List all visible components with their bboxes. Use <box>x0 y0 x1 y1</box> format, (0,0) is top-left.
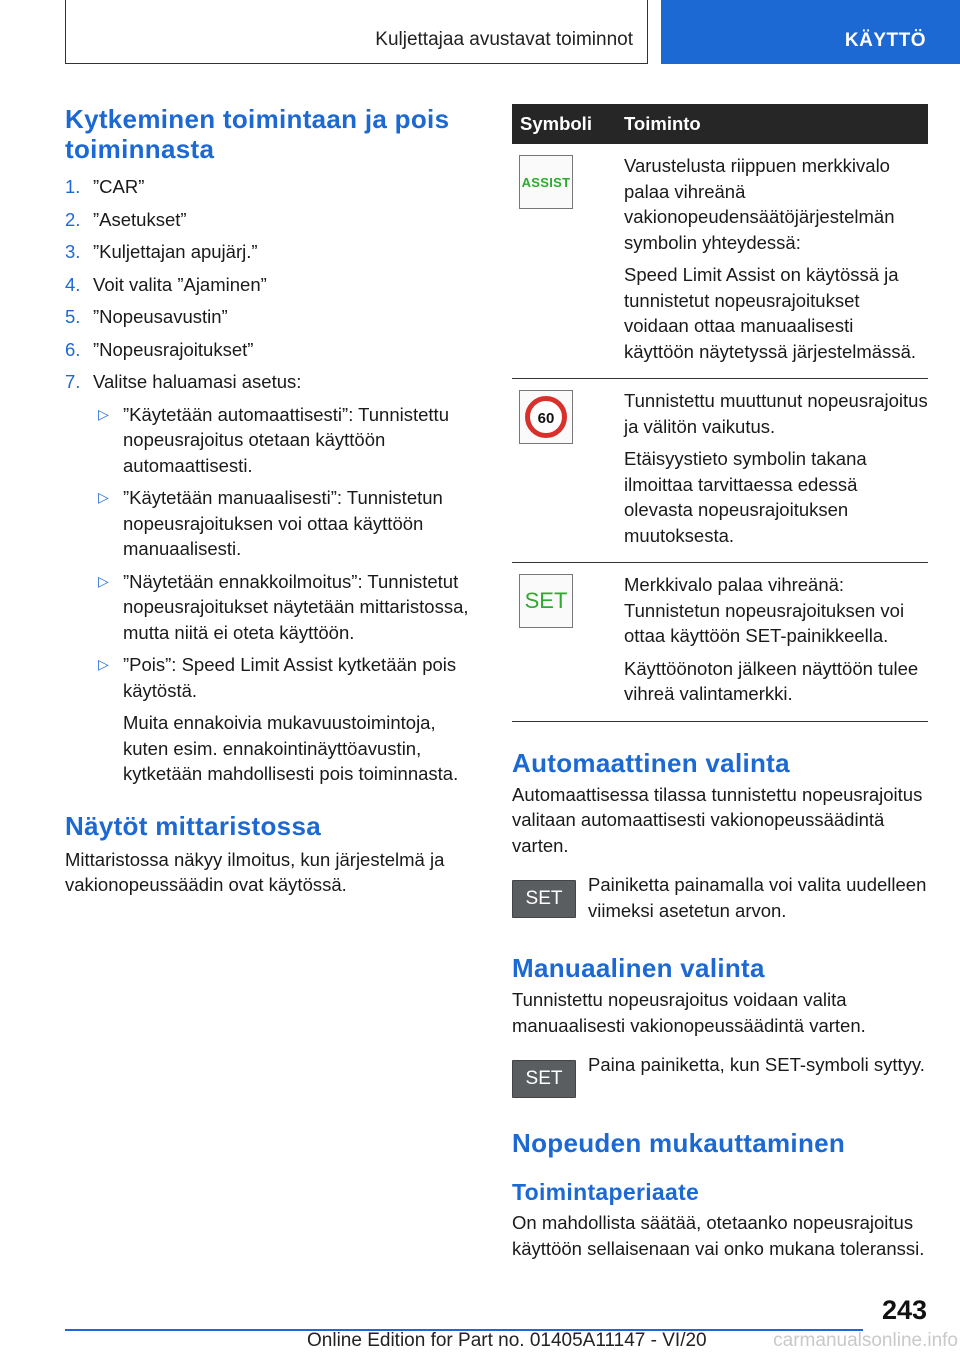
principle-paragraph: On mahdollista säätää, otetaanko nopeusrajoitus käyttöön sellaisenaan vai onko mukana toleranssi. <box>512 1212 925 1259</box>
steps-list <box>65 174 480 395</box>
heading-principle: Toimintaperiaate <box>512 1179 700 1205</box>
edition-text: Online Edition for Part no. 01405A11147 - VI/20 <box>307 1330 707 1351</box>
assist-symbol-text: ASSIST <box>521 174 571 190</box>
table-row <box>512 379 928 563</box>
header-chapter <box>661 0 960 64</box>
manual-key-row <box>512 1052 928 1098</box>
speed-limit-value: 60 <box>537 410 555 427</box>
set-button-icon: SET <box>512 880 576 918</box>
step-item <box>65 207 480 233</box>
table-header <box>512 104 928 144</box>
displays-paragraph: Mittaristossa näkyy ilmoitus, kun järjestelmä ja vakionopeussäädin ovat käytössä. <box>65 848 445 895</box>
automatic-key-row <box>512 872 928 923</box>
row-text: Käyttöönoton jälkeen näyttöön tulee vihreä valintamerkki. <box>624 657 919 704</box>
step-text: ”Nopeusrajoitukset” <box>93 338 254 360</box>
step-number: 1. <box>65 176 81 197</box>
option-item <box>93 402 480 479</box>
right-column <box>512 104 928 1261</box>
speed-limit-60-icon <box>519 390 573 444</box>
watermark-text: carmanualsonline.info <box>773 1330 958 1351</box>
manual-key-text: Paina painiketta, kun SET-symboli syttyy. <box>588 1054 925 1075</box>
row-text: Merkkivalo palaa vihreänä: Tunnistetun nopeusrajoituksen voi ottaa käyttöön SET-painikkeella. <box>624 574 905 646</box>
step-number: 7. <box>65 371 81 392</box>
step-item <box>65 337 480 363</box>
set-button-icon: SET <box>512 1060 576 1098</box>
left-column <box>65 104 480 898</box>
table-row <box>512 144 928 379</box>
step-text: ”CAR” <box>93 176 145 197</box>
step-number: 4. <box>65 273 81 295</box>
set-symbol-text: SET <box>524 588 568 613</box>
header-section <box>65 0 648 64</box>
col-function-header: Toiminto <box>624 113 701 134</box>
table-row <box>512 563 928 722</box>
step-item <box>65 304 480 330</box>
speed-limit-sign <box>525 396 567 438</box>
step-number: 6. <box>65 338 81 360</box>
triangle-bullet-icon: ▷ <box>98 489 109 505</box>
section-title: Kuljettajaa avustavat toiminnot <box>375 29 633 50</box>
step-item <box>65 272 480 298</box>
symbol-table <box>512 104 928 722</box>
step-text: ”Asetukset” <box>93 208 187 230</box>
step-text: Voit valita ”Ajaminen” <box>93 273 267 295</box>
option-note: Muita ennakoivia mukavuustoimintoja, kuten esim. ennakointinäyttöavustin, kytketään mahdollisesti pois toiminnasta. <box>123 712 459 784</box>
option-text: ”Käytetään manuaalisesti”: Tunnistetun nopeusrajoituksen voi ottaa käyttöön manuaalisesti. <box>123 487 443 559</box>
options-list <box>93 402 480 787</box>
heading-displays: Näytöt mittaristossa <box>65 810 321 841</box>
option-item <box>93 485 480 562</box>
automatic-key-text: Painiketta painamalla voi valita uudelleen viimeksi asetetun arvon. <box>588 874 927 921</box>
page-number: 243 <box>881 1295 927 1325</box>
heading-automatic: Automaattinen valinta <box>512 747 790 778</box>
triangle-bullet-icon: ▷ <box>98 656 109 672</box>
heading-switch-on-off: Kytkeminen toimintaan ja pois toiminnasta <box>65 104 450 164</box>
option-item <box>93 652 480 787</box>
step-item <box>65 239 480 265</box>
heading-manual: Manuaalinen valinta <box>512 953 765 983</box>
set-icon <box>519 574 573 628</box>
step-text: ”Kuljettajan apujärj.” <box>93 241 258 262</box>
chapter-title: KÄYTTÖ <box>844 30 926 51</box>
step-number: 2. <box>65 208 81 230</box>
row-text: Speed Limit Assist on käytössä ja tunnistetut nopeusrajoitukset voidaan ottaa manuaalisesti käyttöön näytetyssä järjestelmässä. <box>624 264 917 362</box>
triangle-bullet-icon: ▷ <box>98 405 109 422</box>
step-number: 5. <box>65 306 81 327</box>
option-item <box>93 569 480 646</box>
assist-icon <box>519 155 573 209</box>
step-item <box>65 369 480 395</box>
option-text: ”Käytetään automaattisesti”: Tunnistettu nopeusrajoitus otetaan käyttöön automaattisesti. <box>123 403 449 476</box>
step-text: Valitse haluamasi asetus: <box>93 371 302 392</box>
row-text: Etäisyystieto symbolin takana ilmoittaa tarvittaessa edessä olevasta nopeusrajoituksen muutoksesta. <box>624 448 867 546</box>
step-text: ”Nopeusavustin” <box>93 306 228 327</box>
option-text: ”Pois”: Speed Limit Assist kytketään pois käytöstä. <box>123 654 457 701</box>
row-text: Varustelusta riippuen merkkivalo palaa vihreänä vakionopeudensäätöjärjestelmän symbolin yhteydessä: <box>624 155 895 253</box>
col-symbol-header: Symboli <box>520 113 592 134</box>
triangle-bullet-icon: ▷ <box>98 572 109 589</box>
manual-paragraph: Tunnistettu nopeusrajoitus voidaan valita manuaalisesti vakionopeussäädintä varten. <box>512 989 866 1036</box>
heading-adjust: Nopeuden mukauttaminen <box>512 1128 846 1158</box>
option-text: ”Näytetään ennakkoilmoitus”: Tunnistetut nopeusrajoitukset näytetään mittaristossa, mutta niitä ei oteta käyttöön. <box>123 570 469 643</box>
step-item <box>65 174 480 200</box>
row-text: Tunnistettu muuttunut nopeusrajoitus ja välitön vaikutus. <box>624 390 928 437</box>
step-number: 3. <box>65 241 81 262</box>
automatic-paragraph: Automaattisessa tilassa tunnistettu nopeusrajoitus valitaan automaattisesti vakionopeussäädintä varten. <box>512 783 923 856</box>
